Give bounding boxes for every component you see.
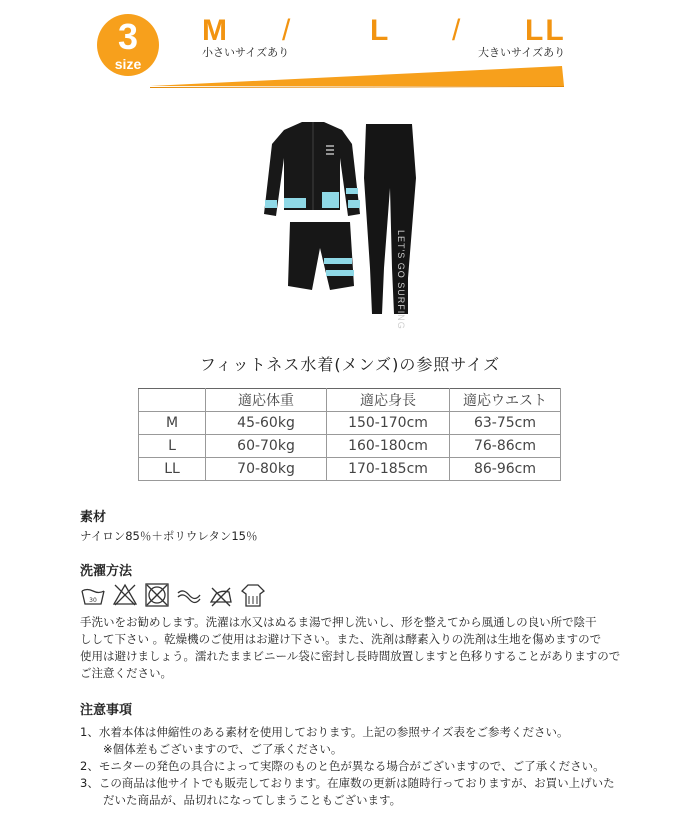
table-cell: LL [139,458,206,481]
table-header-cell: 適応身長 [327,389,450,412]
notes-heading: 注意事項 [80,703,133,718]
large-size-note: 大きいサイズあり [478,46,566,59]
table-cell: 170-185cm [327,458,450,481]
jacket [264,122,360,216]
table-cell: 70-80kg [206,458,327,481]
no-bleach-icon [112,582,138,608]
separator: / [282,14,293,47]
table-row [139,458,561,481]
no-iron-icon [208,582,234,608]
size-ll-label: LL [525,14,566,47]
washing-text-line: 使用は避けましょう。濡れたままビニール袋に密封し長時間放置しますと色移りすることがありますので [80,649,621,663]
orange-wedge-bar [150,62,570,88]
table-row [139,412,561,435]
washing-text-line: 手洗いをお勧めします。洗濯は水又はぬるま湯で押し洗いし、形を整えてから風通しの良い所で陰干 [80,615,597,629]
table-cell: 160-180cm [327,435,450,458]
board-shorts [288,222,354,290]
note-line: 1、水着本体は伸縮性のある素材を使用しております。上記の参照サイズ表をご参考ください。 [80,725,569,739]
table-cell: 45-60kg [206,412,327,435]
note-line: ※個体差もございますので、ご了承ください。 [80,742,343,756]
product-image [262,118,462,336]
badge-number: 3 [117,16,139,57]
table-cell: L [139,435,206,458]
size-table [138,388,561,481]
table-cell: 86-96cm [450,458,561,481]
washing-text-line: ご注意ください。 [80,666,172,680]
size-m-label: M [202,14,229,47]
material-text: ナイロン85％＋ポリウレタン15％ [80,529,258,543]
separator: / [452,14,463,47]
washing-heading: 洗濯方法 [80,564,133,579]
table-header-cell: 適応ウエスト [450,389,561,412]
note-line: 3、この商品は他サイトでも販売しております。在庫数の更新は随時行っておりますが、お買い上げいた [80,776,615,790]
note-line: だいた商品が、品切れになってしまうこともございます。 [80,793,402,807]
table-header-row [139,389,561,412]
note-line: 2、モニターの発色の具合によって実際のものと色が異なる場合がございますので、ご了承ください。 [80,759,605,773]
svg-text:30: 30 [89,597,97,604]
table-cell: 63-75cm [450,412,561,435]
hand-wash-30-icon [80,582,106,608]
table-header-cell [139,389,206,412]
badge-label: size [114,56,142,72]
washing-text-line: しして下さい 。乾燥機のご使用はお避け下さい。また、洗剤は酵素入りの洗剤は生地を傷めますので [80,632,602,646]
table-row [139,435,561,458]
table-cell: 150-170cm [327,412,450,435]
material-heading: 素材 [80,510,107,525]
leggings-print: LET'S GO SURFING [396,230,406,330]
gentle-wring-icon [176,582,202,608]
no-tumble-dry-icon [144,582,170,608]
table-cell: M [139,412,206,435]
leggings [364,124,416,330]
size-table-title: フィットネス水着(メンズ)の参照サイズ [199,355,501,374]
small-size-note: 小さいサイズあり [202,46,290,59]
size-l-label: L [370,14,391,47]
table-header-cell: 適応体重 [206,389,327,412]
table-cell: 76-86cm [450,435,561,458]
dry-in-shade-icon [240,582,266,608]
table-cell: 60-70kg [206,435,327,458]
